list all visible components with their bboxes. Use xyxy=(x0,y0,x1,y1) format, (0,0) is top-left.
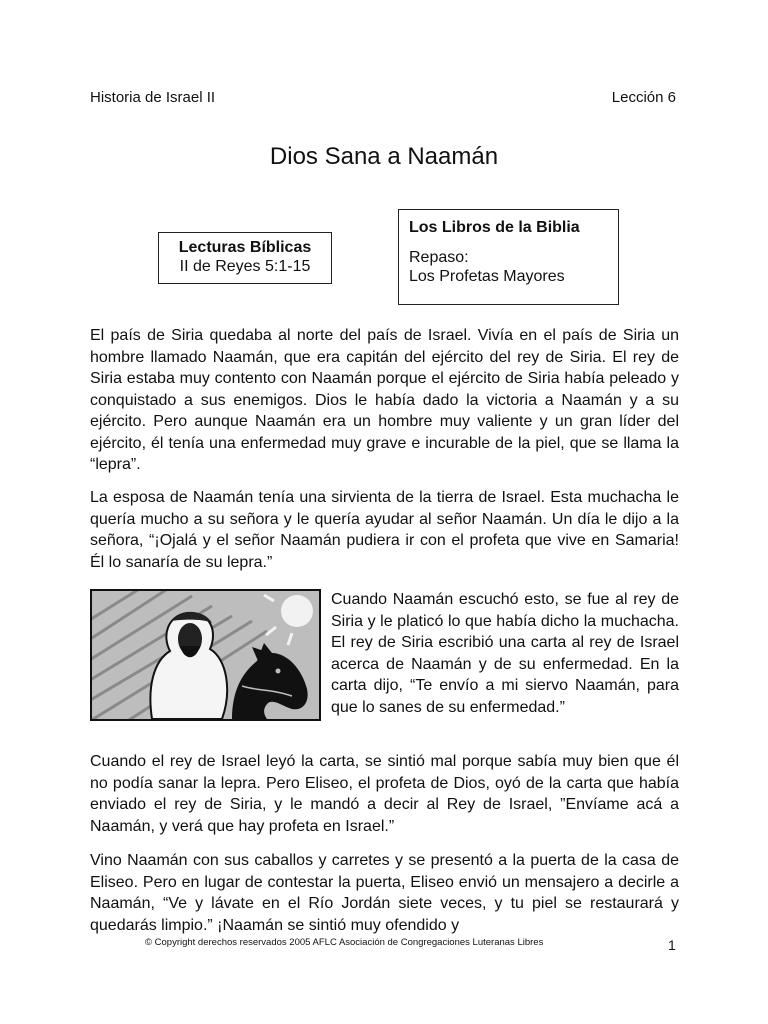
books-review-label: Repaso: xyxy=(409,249,469,266)
readings-box xyxy=(158,232,332,284)
naaman-on-horse-icon xyxy=(92,591,319,719)
paragraph-1: El país de Siria quedaba al norte del país de Israel. Vivía en el país de Siria un hombre llamado Naamán, que era capitán del ejército del rey de Siria. El rey de Siria estaba muy contento con Naamán porque el ejército de Siria había peleado y conquistado a sus enemigos. Dios le había dado la victoria a Naamán y a su ejército. Pero aunque Naamán era un hombre muy valiente y un gran líder del ejército, él tenía una enfermedad muy grave e incurable de la piel, que se llama la “lepra”. xyxy=(90,327,679,473)
page-title: Dios Sana a Naamán xyxy=(269,143,499,170)
course-title: Historia de Israel II xyxy=(90,89,216,106)
paragraph-4: Cuando el rey de Israel leyó la carta, se sintió mal porque sabía muy bien que él no podía sanar la lepra. Pero Eliseo, el profeta de Dios, oyó de la carta que había enviado el rey de Siria, y le mandó a decir al Rey de Israel, ”Envíame acá a Naamán, y verá que hay profeta en Israel.” xyxy=(90,753,679,835)
lesson-number: Lección 6 xyxy=(611,89,676,106)
naaman-illustration xyxy=(90,589,321,721)
paragraph-2: La esposa de Naamán tenía una sirvienta de la tierra de Israel. Esta muchacha le quería mucho a su señora y le quería ayudar al señor Naamán. Un día le dijo a la señora, “¡Ojalá y el señor Naamán pudiera ir con el profeta que vive en Samaria! Él lo sanaría de su lepra.” xyxy=(90,489,679,571)
books-review-topic: Los Profetas Mayores xyxy=(409,268,565,285)
page-number: 1 xyxy=(668,937,676,953)
readings-heading: Lecturas Bíblicas xyxy=(178,239,312,256)
books-box xyxy=(398,209,619,305)
paragraph-3: Cuando Naamán escuchó esto, se fue al rey de Siria y le platicó lo que había dicho la muchacha. El rey de Siria escribió una carta al rey de Israel acerca de Naamán y de su enfermedad. En la carta dijo, “Te envío a mi siervo Naamán, para que lo sanes de su enfermedad.” xyxy=(331,591,679,716)
books-heading: Los Libros de la Biblia xyxy=(409,219,580,236)
paragraph-5: Vino Naamán con sus caballos y carretes y se presentó a la puerta de la casa de Eliseo. Pero en lugar de contestar la puerta, Eliseo envió un mensajero a decirle a Naamán, “Ve y lávate en el Río Jordán siete veces, y tu piel se restaurará y quedarás limpio.” ¡Naamán se sintió muy ofendido y xyxy=(90,852,679,934)
copyright-footer: © Copyright derechos reservados 2005 AFLC Asociación de Congregaciones Luteranas Libres xyxy=(145,937,544,948)
readings-reference: II de Reyes 5:1-15 xyxy=(179,258,311,275)
